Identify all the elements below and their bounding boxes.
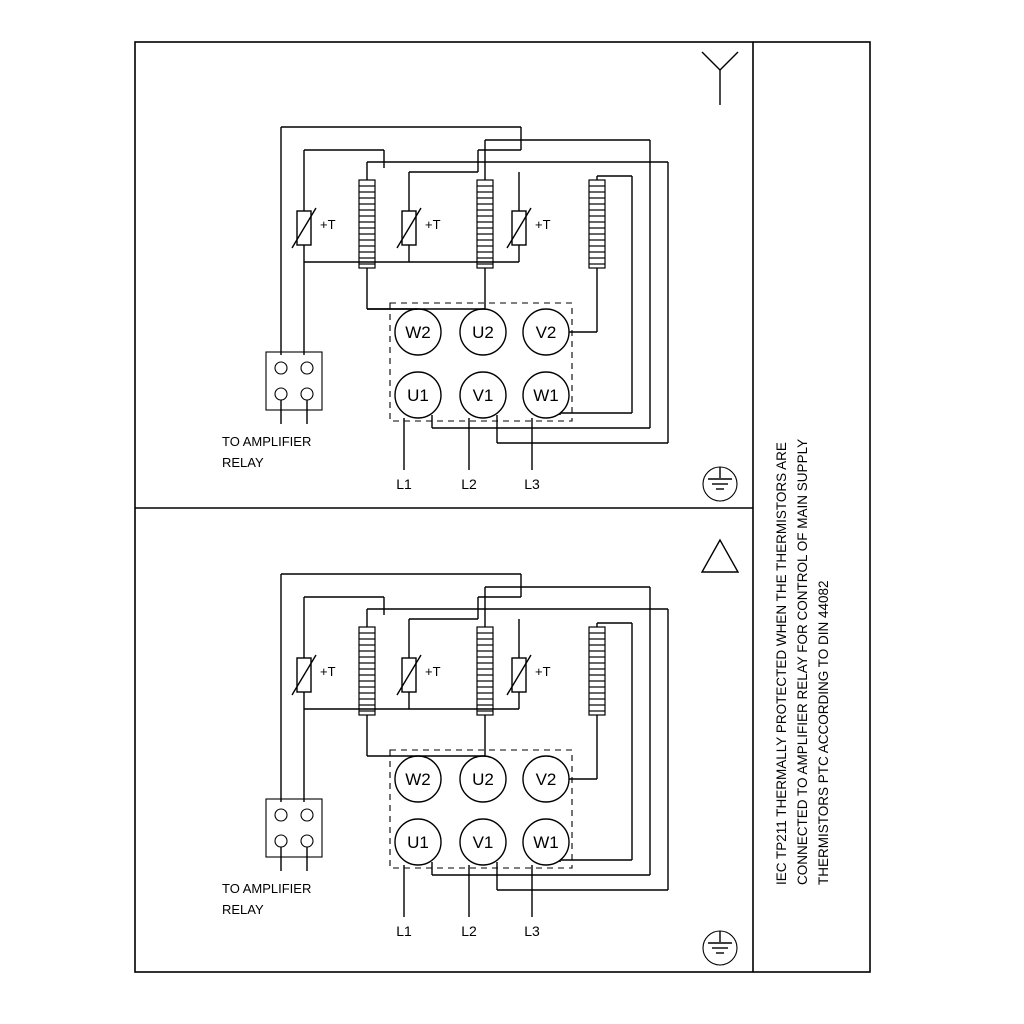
panel-star	[222, 52, 738, 501]
thermistor-label-1: +T	[320, 217, 336, 232]
terminal-label-W2: W2	[405, 770, 431, 789]
phase-label-L3: L3	[524, 476, 540, 492]
terminal-label-V2: V2	[535, 323, 557, 342]
phase-label-L3: L3	[524, 923, 540, 939]
earth-ground-icon	[703, 467, 737, 501]
terminal-label-U2: U2	[472, 770, 494, 789]
motor-winding-coil	[589, 627, 605, 715]
terminal-label-V2: V2	[535, 770, 557, 789]
motor-winding-coil	[477, 627, 493, 715]
thermistor-label-3: +T	[535, 664, 551, 679]
thermistor-ptc	[397, 642, 421, 709]
motor-winding-coil	[359, 180, 375, 268]
delta-triangle-icon	[702, 540, 738, 572]
phase-label-L1: L1	[396, 476, 412, 492]
thermistor-ptc	[292, 195, 316, 262]
terminal-label-W1: W1	[533, 833, 559, 852]
amplifier-label-line1: TO AMPLIFIER	[222, 881, 312, 896]
motor-winding-coil	[477, 180, 493, 268]
amplifier-label-line1: TO AMPLIFIER	[222, 434, 312, 449]
terminal-label-V1: V1	[472, 833, 494, 852]
phase-label-L2: L2	[461, 923, 477, 939]
amplifier-terminal-block	[266, 352, 322, 424]
terminal-label-U1: U1	[407, 386, 429, 405]
note-line-3: THERMISTORS PTC ACCORDING TO DIN 44082	[816, 580, 831, 885]
thermistor-ptc	[507, 195, 531, 262]
thermistor-label-2: +T	[425, 217, 441, 232]
earth-ground-icon	[703, 931, 737, 965]
note-line-2: CONNECTED TO AMPLIFIER RELAY FOR CONTROL OF MAIN SUPPLY	[795, 438, 810, 885]
note-block	[774, 439, 831, 885]
star-wye-icon	[702, 52, 738, 105]
terminal-label-V1: V1	[472, 386, 494, 405]
thermistor-ptc	[397, 195, 421, 262]
note-line-1: IEC TP211 THERMALLY PROTECTED WHEN THE THERMISTORS ARE	[774, 442, 789, 885]
thermistor-label-3: +T	[535, 217, 551, 232]
terminal-label-W2: W2	[405, 323, 431, 342]
amplifier-terminal-block	[266, 799, 322, 871]
amplifier-label-line2: RELAY	[222, 455, 264, 470]
terminal-label-W1: W1	[533, 386, 559, 405]
motor-winding-coil	[589, 180, 605, 268]
thermistor-label-2: +T	[425, 664, 441, 679]
thermistor-ptc	[292, 642, 316, 709]
terminal-label-U1: U1	[407, 833, 429, 852]
phase-label-L1: L1	[396, 923, 412, 939]
thermistor-label-1: +T	[320, 664, 336, 679]
thermistor-ptc	[507, 642, 531, 709]
amplifier-label-line2: RELAY	[222, 902, 264, 917]
terminal-label-U2: U2	[472, 323, 494, 342]
motor-winding-coil	[359, 627, 375, 715]
panel-delta	[222, 540, 738, 965]
phase-label-L2: L2	[461, 476, 477, 492]
